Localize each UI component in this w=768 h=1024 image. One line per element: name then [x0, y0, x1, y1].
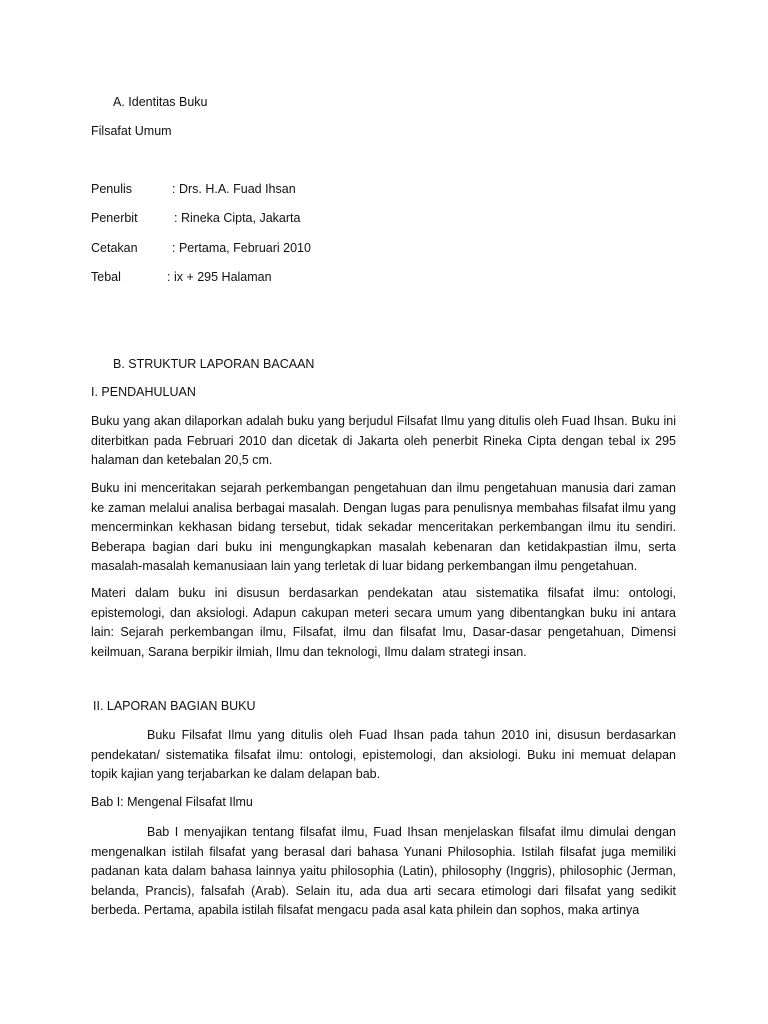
- pendahuluan-paragraph-3: Materi dalam buku ini disusun berdasarkan pendekatan atau sistematika filsafat ilmu: ontologi, epistemologi, dan aksiologi. Adapun cakupan meteri secara umum yang dibentangkan buku ini antara lain: Sejarah perkembangan ilmu, Filsafat, ilmu dan filsafat lmu, Dasar-dasar pengetahuan, Dimensi keilmuan, Sarana berpikir ilmiah, Ilmu dan teknologi, Ilmu dalam strategi insan.: [91, 586, 676, 659]
- meta-value: : Drs. H.A. Fuad Ihsan: [172, 182, 296, 196]
- meta-label: Tebal: [91, 270, 121, 284]
- bab1-text: Bab I menyajikan tentang filsafat ilmu, Fuad Ihsan menjelaskan filsafat ilmu dimulai dengan mengenalkan istilah filsafat yang berasal dari bahasa Yunani Philosophia. Istilah filsafat juga memiliki padanan kata dalam bahasa lainnya yaitu philosophia (Latin), philosophy (Inggris), philosophic (Jerman, belanda, Prancis), falsafah (Arab). Selain itu, ada dua arti secara etimologi dari filsafat yang sedikit berbeda. Pertama, apabila istilah filsafat mengacu pada asal kata philein dan sophos, maka artinya: [91, 825, 676, 917]
- pendahuluan-paragraph-1: Buku yang akan dilaporkan adalah buku yang berjudul Filsafat Ilmu yang ditulis oleh Fuad Ihsan. Buku ini diterbitkan pada Februari 2010 dan dicetak di Jakarta oleh penerbit Rineka Cipta dengan tebal ix 295 halaman dan ketebalan 20,5 cm.: [91, 414, 676, 467]
- pendahuluan-paragraph-2: Buku ini menceritakan sejarah perkembangan pengetahuan dan ilmu pengetahuan manusia dari zaman ke zaman melalui analisa berbagai masalah. Dengan lugas para penulisnya membahas filsafat ilmu yang mencerminkan kekhasan bidang tersebut, tidak sekadar menceritakan perkembangan ilmu itu sendiri. Beberapa bagian dari buku ini mengungkapkan masalah kebenaran dan ketidakpastian ilmu, serta masalah-masalah kemanusiaan lain yang terletak di luar bidang perkembangan ilmu pengetahuan.: [91, 481, 676, 573]
- book-title: Filsafat Umum: [91, 124, 172, 138]
- meta-value: : Pertama, Februari 2010: [172, 241, 311, 255]
- laporan-heading: II. LAPORAN BAGIAN BUKU: [93, 699, 256, 713]
- section-b-heading: B. STRUKTUR LAPORAN BACAAN: [113, 357, 315, 371]
- section-a-heading: A. Identitas Buku: [113, 95, 208, 109]
- bab1-heading: Bab I: Mengenal Filsafat Ilmu: [91, 795, 253, 809]
- meta-value: : ix + 295 Halaman: [167, 270, 272, 284]
- meta-label: Penulis: [91, 182, 132, 196]
- pendahuluan-heading: I. PENDAHULUAN: [91, 385, 196, 399]
- meta-value: : Rineka Cipta, Jakarta: [174, 211, 301, 225]
- laporan-intro: Buku Filsafat Ilmu yang ditulis oleh Fuad Ihsan pada tahun 2010 ini, disusun berdasarkan pendekatan/ sistematika filsafat ilmu: ontologi, epistemologi, dan aksiologi. Buku ini memuat delapan topik kajian yang terjabarkan ke dalam delapan bab.: [91, 728, 676, 781]
- meta-label: Cetakan: [91, 241, 138, 255]
- meta-label: Penerbit: [91, 211, 138, 225]
